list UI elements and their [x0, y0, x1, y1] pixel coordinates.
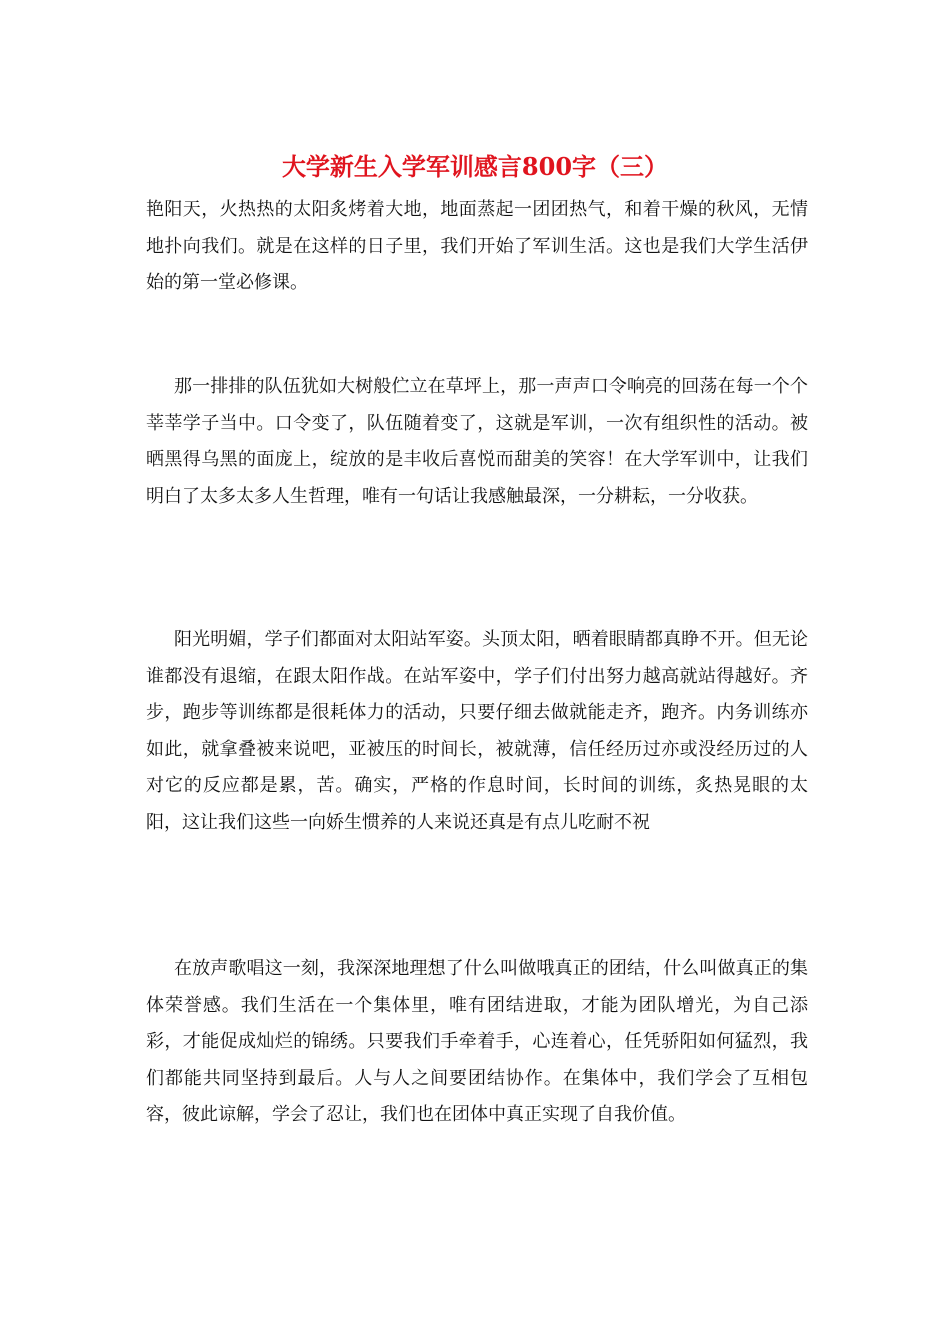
paragraph-3: 阳光明媚，学子们都面对太阳站军姿。头顶太阳，晒着眼睛都真睁不开。但无论谁都没有退缩，在跟太阳作战。在站军姿中，学子们付出努力越高就站得越好。齐步，跑步等训练都是很耗体力的活动，只要仔细去做就能走齐，跑齐。内务训练亦如此，就拿叠被来说吧，亚被压的时间长，被就薄，信任经历过亦或没经历过的人对它的反应都是累，苦。确实，严格的作息时间，长时间的训练，炙热晃眼的太阳，这让我们这些一向娇生惯养的人来说还真是有点儿吃耐不祝 [146, 629, 808, 833]
paragraph-1: 艳阳天，火热热的太阳炙烤着大地，地面蒸起一团团热气，和着干燥的秋风，无情地扑向我们。就是在这样的日子里，我们开始了军训生活。这也是我们大学生活伊始的第一堂必修课。 [146, 199, 808, 293]
paragraph-2: 那一排排的队伍犹如大树般伫立在草坪上，那一声声口令响亮的回荡在每一个个莘莘学子当中。口令变了，队伍随着变了，这就是军训，一次有组织性的活动。被晒黑得乌黑的面庞上，绽放的是丰收后喜悦而甜美的笑容！在大学军训中，让我们明白了太多太多人生哲理，唯有一句话让我感触最深，一分耕耘，一分收获。 [146, 376, 808, 507]
paragraph-4: 在放声歌唱这一刻，我深深地理想了什么叫做哦真正的团结，什么叫做真正的集体荣誉感。我们生活在一个集体里，唯有团结进取，才能为团队增光，为自己添彩，才能促成灿烂的锦绣。只要我们手牵着手，心连着心，任凭骄阳如何猛烈，我们都能共同坚持到最后。人与人之间要团结协作。在集体中，我们学会了互相包容，彼此谅解，学会了忍让，我们也在团体中真正实现了自我价值。 [146, 958, 808, 1125]
document-title: 大学新生入学军训感言800字（三） [281, 152, 669, 181]
